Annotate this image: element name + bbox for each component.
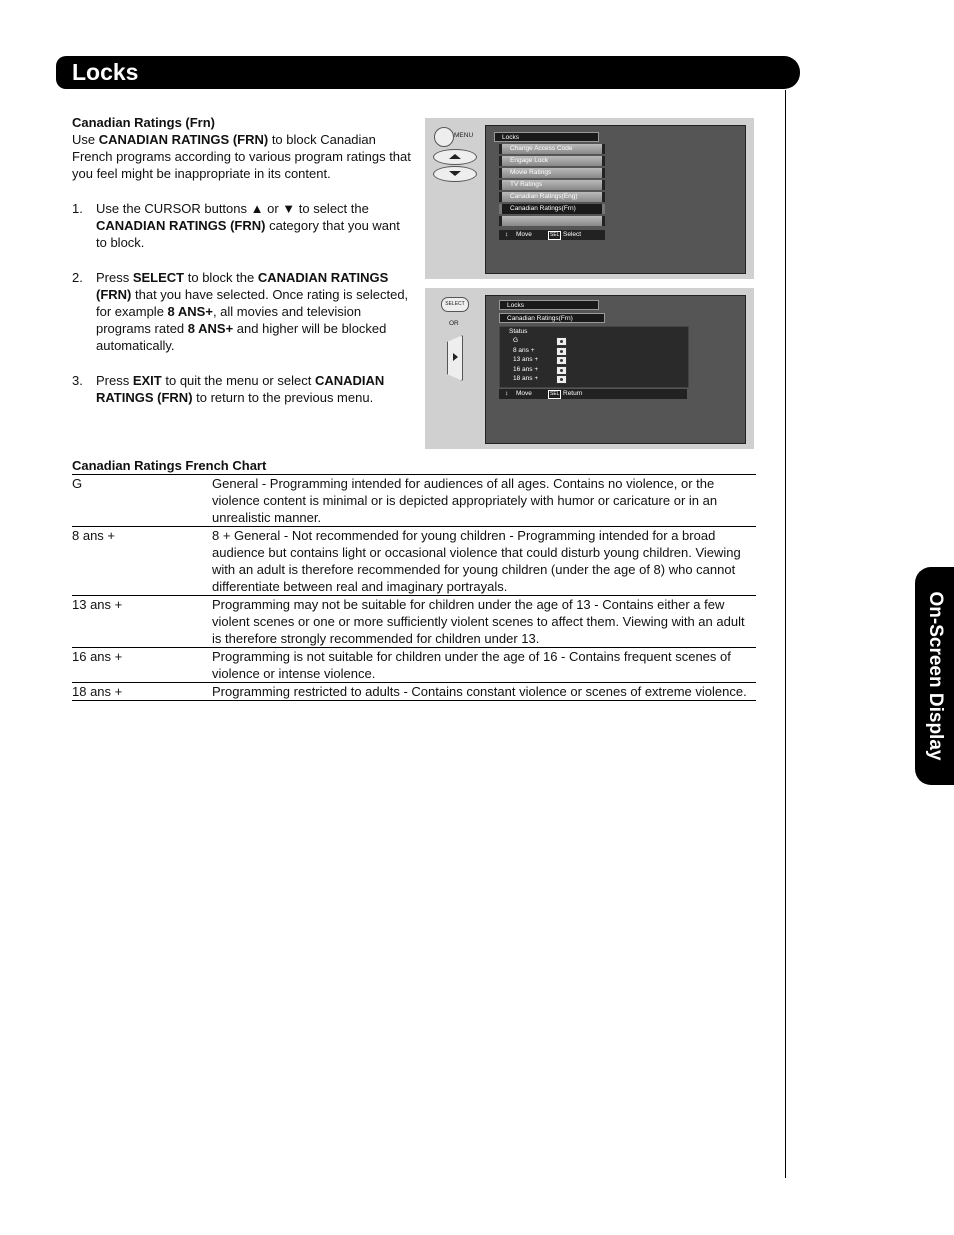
tv-screen [485,295,746,444]
step-text: Use the CURSOR buttons ▲ or ▼ to select the [96,201,369,216]
rating-16-label: 16 ans + [513,366,539,373]
right-arrow-icon [453,353,458,361]
menu-item-engage-lock[interactable]: Engage Lock [499,156,605,166]
step-text: EXIT [132,373,162,388]
rating-8-label: 8 ans + [513,347,535,354]
step-number: 2. [72,270,83,285]
table-row [72,527,756,596]
updown-arrow-icon: ↕ [505,390,509,397]
instructions [72,114,412,406]
unlock-icon[interactable] [556,337,567,346]
footer-return-label: Return [563,390,583,397]
step-2 [72,269,412,354]
menu-footer [499,389,687,399]
page-title: Locks [72,59,139,85]
menu-item-canadian-ratings-eng[interactable]: Canadian Ratings(Eng) [499,192,605,202]
table-row [72,475,756,527]
step-text: CANADIAN RATINGS (FRN) [96,218,266,233]
description-cell: General - Programming intended for audiences of all ages. Contains no violence, or the violence content is minimal or is depicted appropriately with humor or caricature or in an unrealistic manner. [212,475,756,527]
rating-cell: 8 ans + [72,527,212,596]
rating-cell: 16 ans + [72,648,212,683]
sel-icon: SEL [550,391,560,397]
intro-text-2: to block Canadian French programs according to various program ratings that you feel might be inappropriate in its content. [72,132,411,181]
lock-icon[interactable] [556,356,567,365]
select-button-icon: SELECT [441,297,469,312]
rating-cell: 13 ans + [72,596,212,648]
rating-g-label: G [513,337,519,344]
side-tab-label: On-Screen Display [924,591,946,761]
menu-item-change-access-code[interactable]: Change Access Code [499,144,605,154]
chart-heading: Canadian Ratings French Chart [72,458,267,473]
lock-icon[interactable] [556,347,567,356]
menu-title: Locks [499,300,599,310]
page-divider [785,90,786,1178]
side-tab [915,567,954,785]
step-text: to block the [184,270,258,285]
footer-move-label: Move [516,231,532,238]
footer-move-label: Move [516,390,532,397]
menu-button-label: MENU [454,132,474,139]
intro-text-1: CANADIAN RATINGS (FRN) [98,132,269,147]
step-text: to return to the previous menu. [192,390,374,405]
submenu-title: Canadian Ratings(Frn) [499,313,605,323]
sel-icon: SEL [550,232,560,238]
menu-button-icon [434,127,454,147]
rating-cell: 18 ans + [72,683,212,701]
step-text: CANADIAN RATINGS (FRN) [96,270,389,302]
footer-select-label: Select [563,231,582,238]
cursor-up-button-icon [433,149,477,165]
menu-item-empty [499,216,605,226]
rating-cell: G [72,475,212,527]
screenshot-panel-canadian-ratings-frn [425,288,754,449]
step-text: that you have selected. Once rating is selected, for example [96,287,409,319]
description-cell: Programming may not be suitable for children under the age of 13 - Contains either a few violent scenes or one or more sufficiently violent scenes to affect them. Viewing with an adult is therefore strongly recommended for children under 13. [212,596,756,648]
step-text: Press [96,270,133,285]
menu-item-movie-ratings[interactable]: Movie Ratings [499,168,605,178]
step-text: 8 ANS+ [187,321,234,336]
ratings-table [72,474,756,701]
step-text: SELECT [132,270,185,285]
lock-icon[interactable] [556,375,567,384]
lock-icon[interactable] [556,366,567,375]
menu-footer [499,230,605,240]
table-row [72,648,756,683]
description-cell: 8 + General - Not recommended for young children - Programming intended for a broad audience but contains light or occasional violence that could disturb young children. Viewing with an adult is therefore recommended for young children (under the age of 8) who cannot differentiate between real and imaginary portrayals. [212,527,756,596]
step-text: and higher will be blocked automatically. [96,321,387,353]
status-list [499,326,689,388]
intro-text-0: Use [72,132,99,147]
step-text: 8 ANS+ [167,304,213,319]
menu-title: Locks [494,132,599,142]
updown-arrow-icon: ↕ [505,231,509,238]
step-text: CANADIAN RATINGS (FRN) [96,373,385,405]
tv-screen [485,125,746,274]
step-text: category that you want to block. [96,218,400,250]
table-row [72,683,756,701]
rating-18-label: 18 ans + [513,375,539,382]
step-1 [72,200,412,251]
or-label: OR [449,320,459,327]
status-label: Status [509,328,528,335]
rating-13-label: 13 ans + [513,356,539,363]
step-number: 3. [72,373,83,388]
description-cell: Programming is not suitable for children under the age of 16 - Contains frequent scenes of violence or intense violence. [212,648,756,683]
step-text: to quit the menu or select [161,373,315,388]
step-text: , all movies and television programs rated [96,304,362,336]
cursor-down-button-icon [433,166,477,182]
section-heading: Canadian Ratings (Frn) [72,115,216,130]
description-cell: Programming restricted to adults - Contains constant violence or scenes of extreme violence. [212,683,756,701]
menu-item-canadian-ratings-frn[interactable]: Canadian Ratings(Frn) [499,204,605,214]
table-row [72,596,756,648]
page-header-bar [56,56,800,89]
step-text: Press [96,373,133,388]
intro-paragraph [72,131,412,182]
step-number: 1. [72,201,83,216]
step-3 [72,372,412,406]
screenshot-panel-locks-menu [425,118,754,279]
menu-item-tv-ratings[interactable]: TV Ratings [499,180,605,190]
